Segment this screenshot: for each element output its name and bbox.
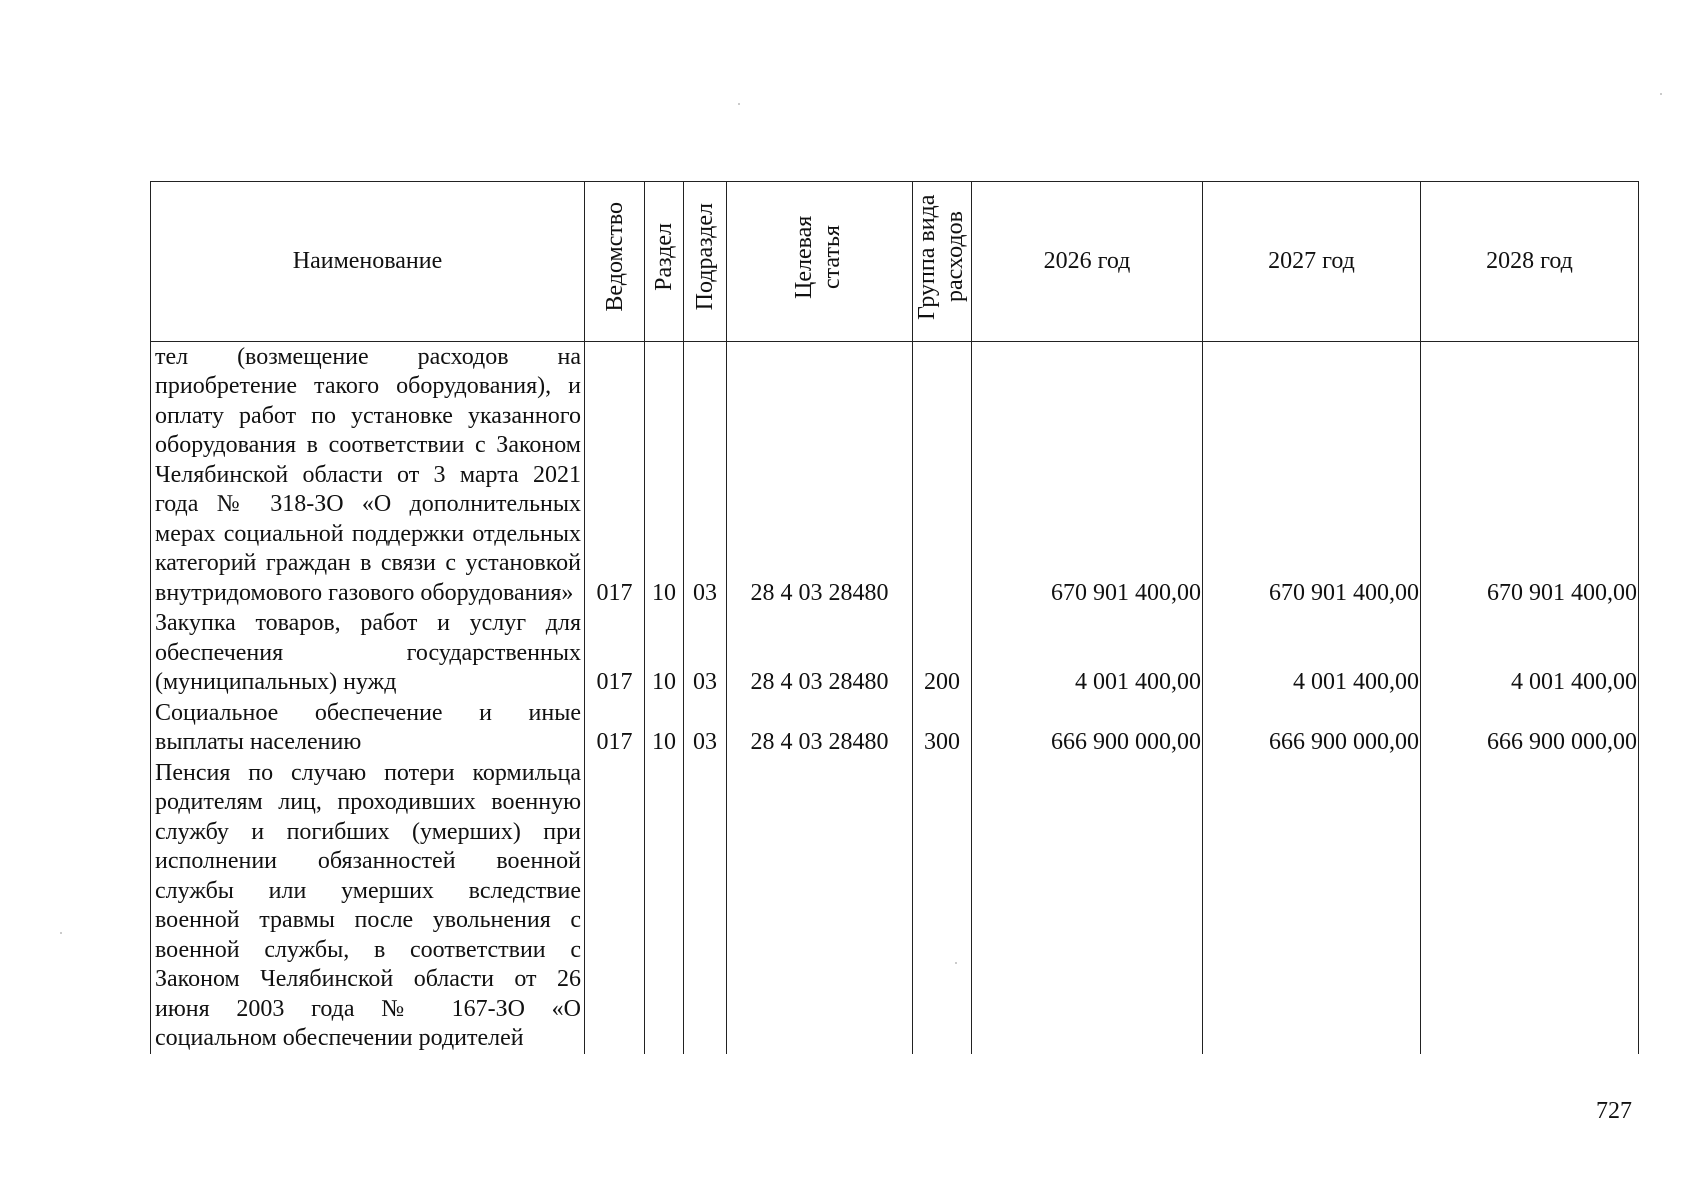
cell-2027 bbox=[1203, 758, 1421, 1054]
cell-gruppa bbox=[913, 758, 972, 1054]
page-number: 727 bbox=[1596, 1098, 1632, 1124]
header-vedomstvo: Ведомство bbox=[585, 182, 645, 342]
budget-table-wrapper bbox=[150, 181, 1639, 1054]
scan-speck bbox=[738, 103, 740, 105]
cell-2026: 666 900 000,00 bbox=[972, 698, 1203, 758]
header-2026: 2026 год bbox=[972, 182, 1203, 342]
row-name: Пенсия по случаю потери кормильца родителям лиц, проходивших военную службу и погибших (умерших) при исполнении обязанностей военной службы или умерших вследствие военной травмы после увольнения с военной службы, в соответствии с Законом Челябинской области от 26 июня 2003 года № 167-ЗО «О социальном обеспечении родителей bbox=[151, 758, 585, 1054]
cell-2027: 4 001 400,00 bbox=[1203, 608, 1421, 698]
cell-gruppa bbox=[913, 341, 972, 608]
table-row bbox=[151, 608, 1639, 698]
scan-speck bbox=[60, 932, 62, 934]
cell-podrazdel bbox=[684, 758, 727, 1054]
cell-gruppa: 200 bbox=[913, 608, 972, 698]
header-2027: 2027 год bbox=[1203, 182, 1421, 342]
cell-razdel: 10 bbox=[645, 698, 684, 758]
scan-speck bbox=[955, 962, 957, 964]
cell-razdel bbox=[645, 758, 684, 1054]
header-podrazdel: Подраздел bbox=[684, 182, 727, 342]
row-name: Социальное обеспечение и иные выплаты населению bbox=[151, 698, 585, 758]
header-razdel: Раздел bbox=[645, 182, 684, 342]
table-header-row bbox=[151, 182, 1639, 342]
cell-2028: 666 900 000,00 bbox=[1421, 698, 1639, 758]
cell-razdel: 10 bbox=[645, 341, 684, 608]
cell-celevaya-statya: 28 4 03 28480 bbox=[727, 608, 913, 698]
cell-2026: 670 901 400,00 bbox=[972, 341, 1203, 608]
budget-table bbox=[150, 181, 1639, 1054]
cell-2026 bbox=[972, 758, 1203, 1054]
cell-celevaya-statya: 28 4 03 28480 bbox=[727, 698, 913, 758]
header-celevaya-statya: Целевая статья bbox=[727, 182, 913, 342]
cell-gruppa: 300 bbox=[913, 698, 972, 758]
cell-celevaya-statya bbox=[727, 758, 913, 1054]
row-name: Закупка товаров, работ и услуг для обеспечения государственных (муниципальных) нужд bbox=[151, 608, 585, 698]
table-row bbox=[151, 758, 1639, 1054]
cell-2028: 670 901 400,00 bbox=[1421, 341, 1639, 608]
cell-celevaya-statya: 28 4 03 28480 bbox=[727, 341, 913, 608]
cell-vedomstvo: 017 bbox=[585, 608, 645, 698]
header-gruppa-vida-rashodov: Группа вида расходов bbox=[913, 182, 972, 342]
cell-2026: 4 001 400,00 bbox=[972, 608, 1203, 698]
cell-vedomstvo: 017 bbox=[585, 341, 645, 608]
cell-2028 bbox=[1421, 758, 1639, 1054]
header-2028: 2028 год bbox=[1421, 182, 1639, 342]
table-row bbox=[151, 698, 1639, 758]
cell-2027: 670 901 400,00 bbox=[1203, 341, 1421, 608]
cell-podrazdel: 03 bbox=[684, 608, 727, 698]
scan-speck bbox=[1660, 93, 1662, 95]
cell-razdel: 10 bbox=[645, 608, 684, 698]
table-row bbox=[151, 341, 1639, 608]
cell-vedomstvo bbox=[585, 758, 645, 1054]
header-name: Наименование bbox=[151, 182, 585, 342]
row-name: тел (возмещение расходов на приобретение такого оборудования), и оплату работ по установке указанного оборудования в соответствии с Законом Челябинской области от 3 марта 2021 года № 318-ЗО «О дополнительных мерах социальной поддержки отдельных категорий граждан в связи с установкой внутридомового газового оборудования» bbox=[151, 341, 585, 608]
cell-2027: 666 900 000,00 bbox=[1203, 698, 1421, 758]
cell-vedomstvo: 017 bbox=[585, 698, 645, 758]
cell-podrazdel: 03 bbox=[684, 698, 727, 758]
cell-podrazdel: 03 bbox=[684, 341, 727, 608]
cell-2028: 4 001 400,00 bbox=[1421, 608, 1639, 698]
